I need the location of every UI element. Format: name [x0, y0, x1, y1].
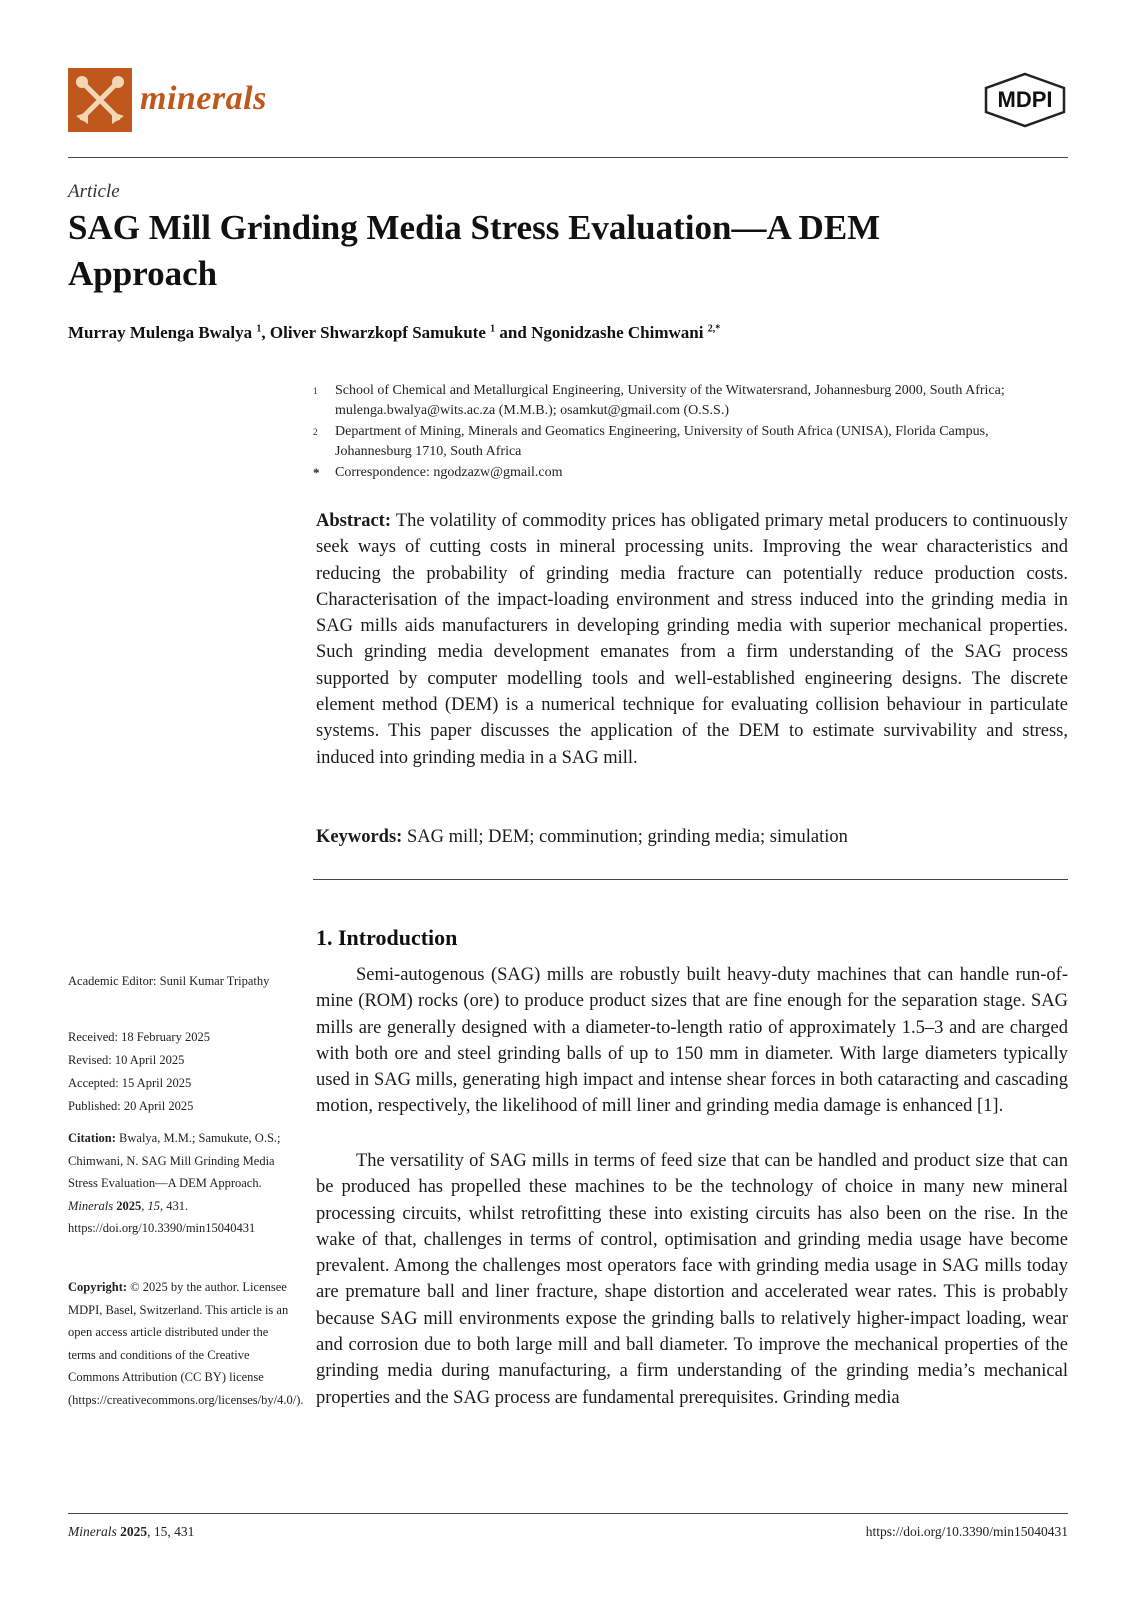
- affiliation-text: Department of Mining, Minerals and Geomatics Engineering, University of South Africa (UNISA), Florida Campus, Johannesburg 1710, South Africa: [335, 424, 989, 459]
- citation-doi[interactable]: , 431. https://doi.org/10.3390/min15040431: [68, 1198, 256, 1236]
- academic-editor-label: Academic Editor:: [68, 974, 157, 988]
- footer-doi-link[interactable]: https://doi.org/10.3390/min15040431: [865, 1524, 1068, 1539]
- author-list: [68, 323, 720, 343]
- intro-paragraph-2: The versatility of SAG mills in terms of feed size that can be handled and product size that can be produced has propelled these machines to be the technology of choice in many new mineral processing circuits, whilst retrofitting these into existing circuits has also been on the rise. In the wake of that, challenges in terms of control, optimisation and grinding media usage have become prevalent. Among the challenges most operators face with grinding media usage in SAG mills today are premature ball and liner fracture, shape distortion and accelerated wear rates. This is probably because SAG mill environments expose the grinding balls to relatively higher-impact loading, wear and corrosion due to both large mill and ball diameter. To improve the mechanical properties of the grinding media during manufacturing, a firm understanding of the grinding media’s mechanical properties and the SAG process are fundamental prerequisites. Grinding media: [316, 1151, 1068, 1408]
- affiliation-marker: 1: [313, 386, 318, 396]
- keywords-text: SAG mill; DEM; comminution; grinding media; simulation: [406, 827, 848, 847]
- footer-divider: [68, 1513, 1068, 1514]
- academic-editor: [68, 970, 290, 993]
- date-revised: Revised: 10 April 2025: [68, 1053, 185, 1067]
- article-title: SAG Mill Grinding Media Stress Evaluation—A DEM Approach: [68, 208, 881, 293]
- footer-volume: , 15, 431: [147, 1524, 195, 1539]
- mdpi-logo-text: MDPI: [997, 87, 1053, 112]
- citation-label: Citation:: [68, 1131, 116, 1145]
- date-accepted: Accepted: 15 April 2025: [68, 1076, 192, 1090]
- author-separator: ,: [261, 323, 270, 342]
- keywords-label: Keywords:: [316, 827, 403, 847]
- date-published: Published: 20 April 2025: [68, 1099, 194, 1113]
- citation-journal: Minerals: [68, 1198, 114, 1213]
- copyright: [68, 1276, 304, 1412]
- intro-paragraph-1: Semi-autogenous (SAG) mills are robustly built heavy-duty machines that can handle run-of-mine (ROM) rocks (ore) to produce product sizes that are fine enough for the separation stage. SAG mills are generally designed with a diameter-to-length ratio of approximately 1.5–3 and are charged with both ore and steel grinding balls of up to 150 mm in diameter. With large diameters typically used in SAG mills, generating high impact and intense shear forces in both cataracting and cascading motion, respectively, the likelihood of mill liner and grinding media damage is enhanced [1].: [316, 965, 1068, 1117]
- affiliation-marker: 2: [313, 427, 318, 437]
- journal-name: minerals: [140, 80, 267, 117]
- date-received: Received: 18 February 2025: [68, 1030, 210, 1044]
- academic-editor-name: Sunil Kumar Tripathy: [159, 974, 270, 988]
- affiliation-1: [313, 381, 1025, 421]
- abstract: [316, 508, 1068, 771]
- header-divider: [68, 157, 1068, 158]
- author-separator: and: [495, 323, 532, 342]
- affiliation-text: School of Chemical and Metallurgical Engineering, University of the Witwatersrand, Johannesburg 2000, South Africa; mulenga.bwalya@wits.ac.za (M.M.B.); osamkut@gmail.com (O.S.S.): [335, 383, 1005, 418]
- mdpi-logo-icon: [982, 72, 1068, 128]
- author-affiliation-marker: 1: [490, 323, 496, 335]
- footer-citation: [68, 1524, 194, 1540]
- author-name[interactable]: Ngonidzashe Chimwani: [531, 323, 704, 342]
- copyright-text: © 2025 by the author. Licensee MDPI, Basel, Switzerland. This article is an open access article distributed under the terms and conditions of the Creative Commons Attribution (CC BY) license (https://creativecommons.org/licenses/by/4.0/).: [68, 1280, 304, 1407]
- author-name[interactable]: Murray Mulenga Bwalya: [68, 323, 253, 342]
- journal-logo-icon: [68, 68, 132, 132]
- citation-volume: 15: [147, 1198, 161, 1213]
- copyright-label: Copyright:: [68, 1280, 128, 1294]
- section-heading: 1. Introduction: [316, 925, 458, 950]
- author-affiliation-marker: 2,*: [707, 323, 721, 335]
- footer-year: 2025: [120, 1524, 148, 1539]
- abstract-text: The volatility of commodity prices has obligated primary metal producers to continuously seek ways of cutting costs in mineral processing units. Improving the wear characteristics and reducing the probability of grinding media fracture can potentially reduce production costs. Characterisation of the impact-loading environment and stress induced into the grinding media in SAG mills aids manufacturers in developing grinding media with superior mechanical properties. Such grinding media development emanates from a firm understanding of the SAG process supported by computer modelling tools and well-established engineering designs. The discrete element method (DEM) is a numerical technique for evaluating collision behaviour in particulate systems. This paper discusses the application of the DEM to estimate survivability and stress, induced into grinding media in a SAG mill.: [316, 511, 1068, 768]
- citation: Citation: Bwalya, M.M.; Samukute, O.S.; Chimwani, N. SAG Mill Grinding Media Stress Evaluation—A DEM Approach. Minerals 2025, 15, 431. https://doi.org/10.3390/min15040431: [68, 1131, 281, 1236]
- abstract-divider: [313, 879, 1068, 880]
- citation-year: 2025: [116, 1198, 142, 1213]
- keywords: [316, 824, 1068, 850]
- author-affiliation-marker: 1: [256, 323, 262, 335]
- article-type: Article: [68, 181, 120, 202]
- correspondence-marker: *: [313, 465, 320, 480]
- correspondence: [313, 463, 1025, 483]
- citation-text: Bwalya, M.M.; Samukute, O.S.; Chimwani, N. SAG Mill Grinding Media Stress Evaluation—A DEM Approach.: [68, 1131, 281, 1191]
- abstract-label: Abstract:: [316, 511, 392, 531]
- footer-journal: Minerals: [68, 1524, 117, 1539]
- affiliation-2: [313, 422, 1025, 462]
- author-name[interactable]: Oliver Shwarzkopf Samukute: [269, 323, 486, 342]
- correspondence-text: Correspondence: ngodzazw@gmail.com: [335, 465, 563, 480]
